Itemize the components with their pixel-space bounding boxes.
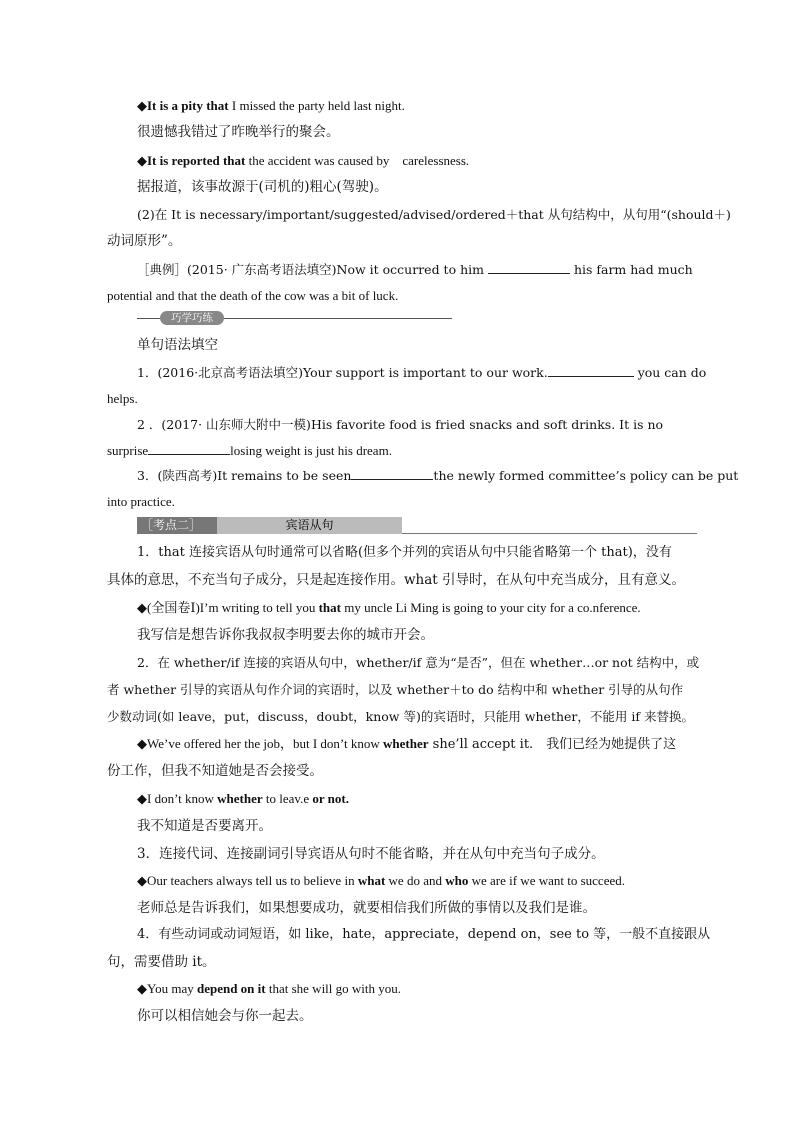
note-2-line-2: 动词原形”。	[107, 233, 182, 249]
example-6: ◆Our teachers always tell us to believe in what we do and who we are if we want to succeed.	[137, 873, 625, 888]
question-3-line-2: into practice.	[107, 494, 175, 509]
section-header	[137, 517, 697, 534]
point-1-line-2: 具体的意思，不充当句子成分，只是起连接作用。what 引导时，在从句中充当成分，且有意义。	[107, 572, 686, 588]
question-1-blank[interactable]	[548, 363, 634, 377]
question-2-line-2: surprise losing weight is just his dream.	[107, 443, 392, 458]
example-7: ◆You may depend on it that she will go with you.	[137, 981, 402, 996]
example-7-translation: 你可以相信她会与你一起去。	[137, 1008, 313, 1024]
section-title: 宾语从句	[217, 517, 402, 534]
point-4-line-2: 句，需要借助 it。	[107, 954, 216, 970]
example-3-translation: 我写信是想告诉你我叔叔李明要去你的城市开会。	[137, 627, 434, 643]
question-2: 2 ．(2017· 山东师大附中一模)His favorite food is fried snacks and soft drinks. It is no	[137, 417, 664, 432]
point-1-line-1: 1．that 连接宾语从句时通常可以省略(但多个并列的宾语从句中只能省略第一个 that)，没有	[137, 545, 672, 560]
example-2-keyword: It is reported that	[147, 153, 246, 168]
example-2-translation: 据报道，该事故源于(司机的)粗心(驾驶)。	[137, 179, 388, 195]
typical-example: ［典例］(2015· 广东高考语法填空)Now it occurred to him his farm had much	[137, 262, 693, 277]
example-2: ◆It is reported that the accident was caused by carelessness.	[137, 153, 470, 168]
point-2-line-2: 者 whether 引导的宾语从句作介词的宾语时，以及 whether＋to do 结构中和 whether 引导的从句作	[107, 682, 684, 697]
example-1: ◆It is a pity that I missed the party held last night.	[137, 98, 405, 113]
point-2-line-1: 2．在 whether/if 连接的宾语从句中，whether/if 意为“是否”，但在 whether…or not 结构中，或	[137, 655, 700, 670]
practice-title: 单句语法填空	[137, 337, 218, 353]
question-3-blank[interactable]	[351, 466, 433, 480]
example-4-line-2: 份工作，但我不知道她是否会接受。	[107, 763, 323, 779]
point-4-line-1: 4．有些动词或动词短语，如 like，hate，appreciate，depend on，see to 等，一般不直接跟从	[137, 927, 711, 942]
example-5-translation: 我不知道是否要离开。	[137, 818, 272, 834]
point-2-line-3: 少数动词(如 leave，put，discuss，doubt，know 等)的宾语时，只能用 whether，不能用 if 来替换。	[107, 709, 694, 724]
example-4: ◆We’ve offered her the job，but I don’t know whether she’ll accept it. 我们已经为她提供了这	[137, 736, 677, 752]
question-1: 1．(2016·北京高考语法填空)Your support is important to our work. you can do	[137, 365, 707, 380]
note-2-line-1: (2)在 It is necessary/important/suggested/advised/ordered＋that 从句结构中，从句用“(should＋)	[137, 207, 731, 222]
section-rule	[402, 533, 697, 534]
example-1-translation: 很遗憾我错过了昨晚举行的聚会。	[137, 124, 340, 140]
example-3: ◆(全国卷Ⅰ)I’m writing to tell you that my uncle Li Ming is going to your city for a co.nference.	[137, 600, 641, 615]
point-3: 3．连接代词、连接副词引导宾语从句时不能省略，并在从句中充当句子成分。	[137, 846, 605, 862]
typical-example-line-2: potential and that the death of the cow was a bit of luck.	[107, 288, 399, 303]
example-1-keyword: It is a pity that	[147, 98, 229, 113]
section-tag: ［考点二］	[137, 517, 217, 534]
example-6-translation: 老师总是告诉我们，如果想要成功，就要相信我们所做的事情以及我们是谁。	[137, 900, 596, 916]
question-3: 3．(陕西高考)It remains to be seen the newly formed committee’s policy can be put	[137, 468, 739, 483]
example-5: ◆I don’t know whether to leav.e or not.	[137, 791, 349, 806]
practice-tag: 巧学巧练	[160, 311, 224, 325]
question-1-line-2: helps.	[107, 391, 138, 406]
answer-blank[interactable]	[488, 260, 570, 274]
question-2-blank[interactable]	[148, 441, 230, 455]
